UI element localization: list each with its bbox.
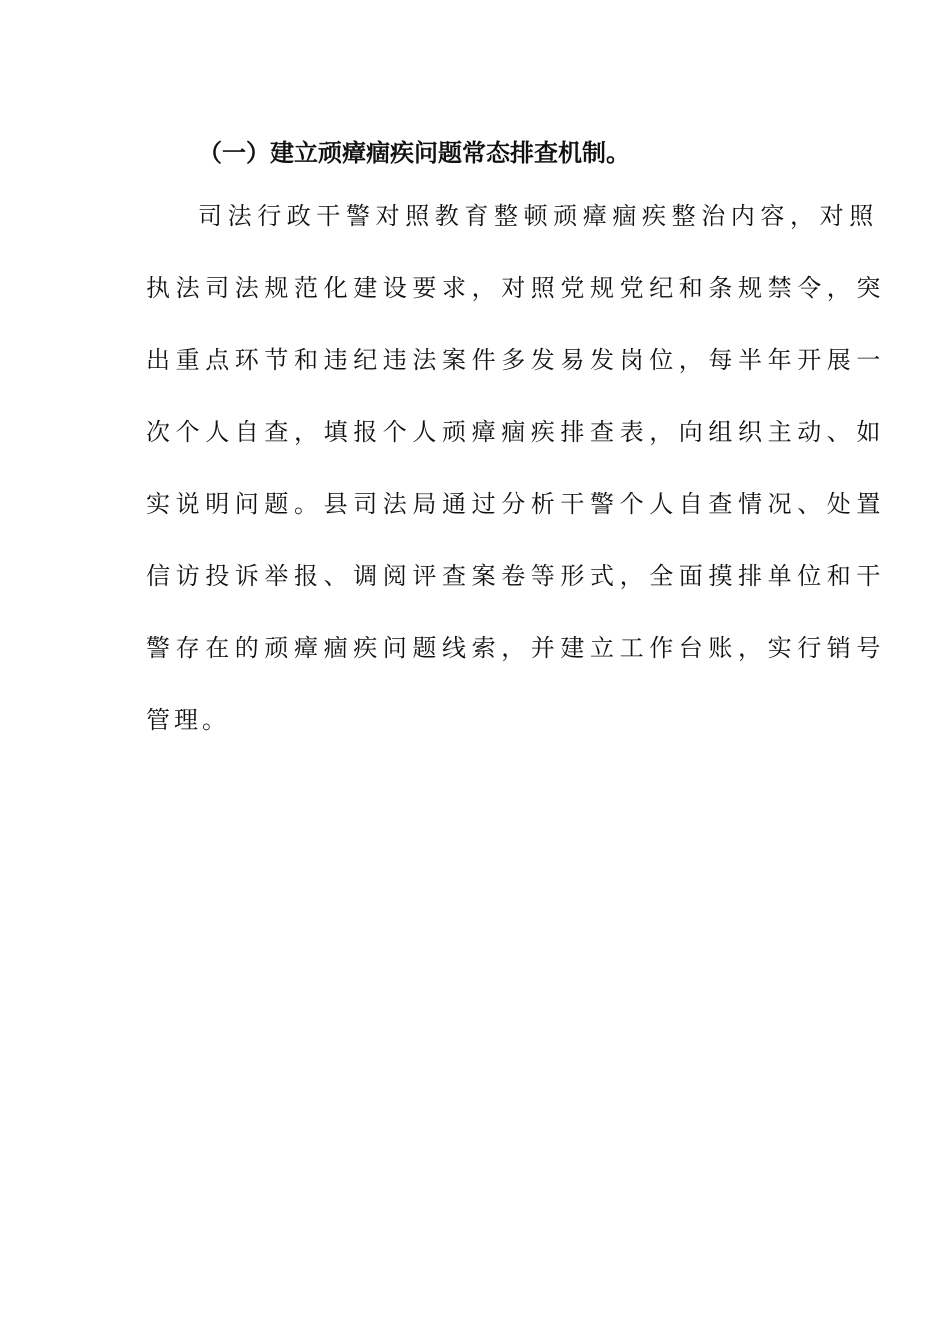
paragraph-line: 执法司法规范化建设要求，对照党规党纪和条规禁令，突 xyxy=(146,274,886,302)
paragraph-line: 信访投诉举报、调阅评查案卷等形式，全面摸排单位和干 xyxy=(146,562,886,590)
paragraph-line: 实说明问题。县司法局通过分析干警个人自查情况、处置 xyxy=(146,490,886,518)
paragraph-line: 管理。 xyxy=(146,706,230,734)
section-heading: （一）建立顽瘴痼疾问题常态排查机制。 xyxy=(198,139,630,167)
body-paragraph xyxy=(146,180,886,756)
paragraph-line: 警存在的顽瘴痼疾问题线索，并建立工作台账，实行销号 xyxy=(146,634,886,662)
paragraph-line: 次个人自查，填报个人顽瘴痼疾排查表，向组织主动、如 xyxy=(146,418,886,446)
paragraph-line: 司法行政干警对照教育整顿顽瘴痼疾整治内容，对照 xyxy=(198,202,879,230)
paragraph-line: 出重点环节和违纪违法案件多发易发岗位，每半年开展一 xyxy=(146,346,886,374)
